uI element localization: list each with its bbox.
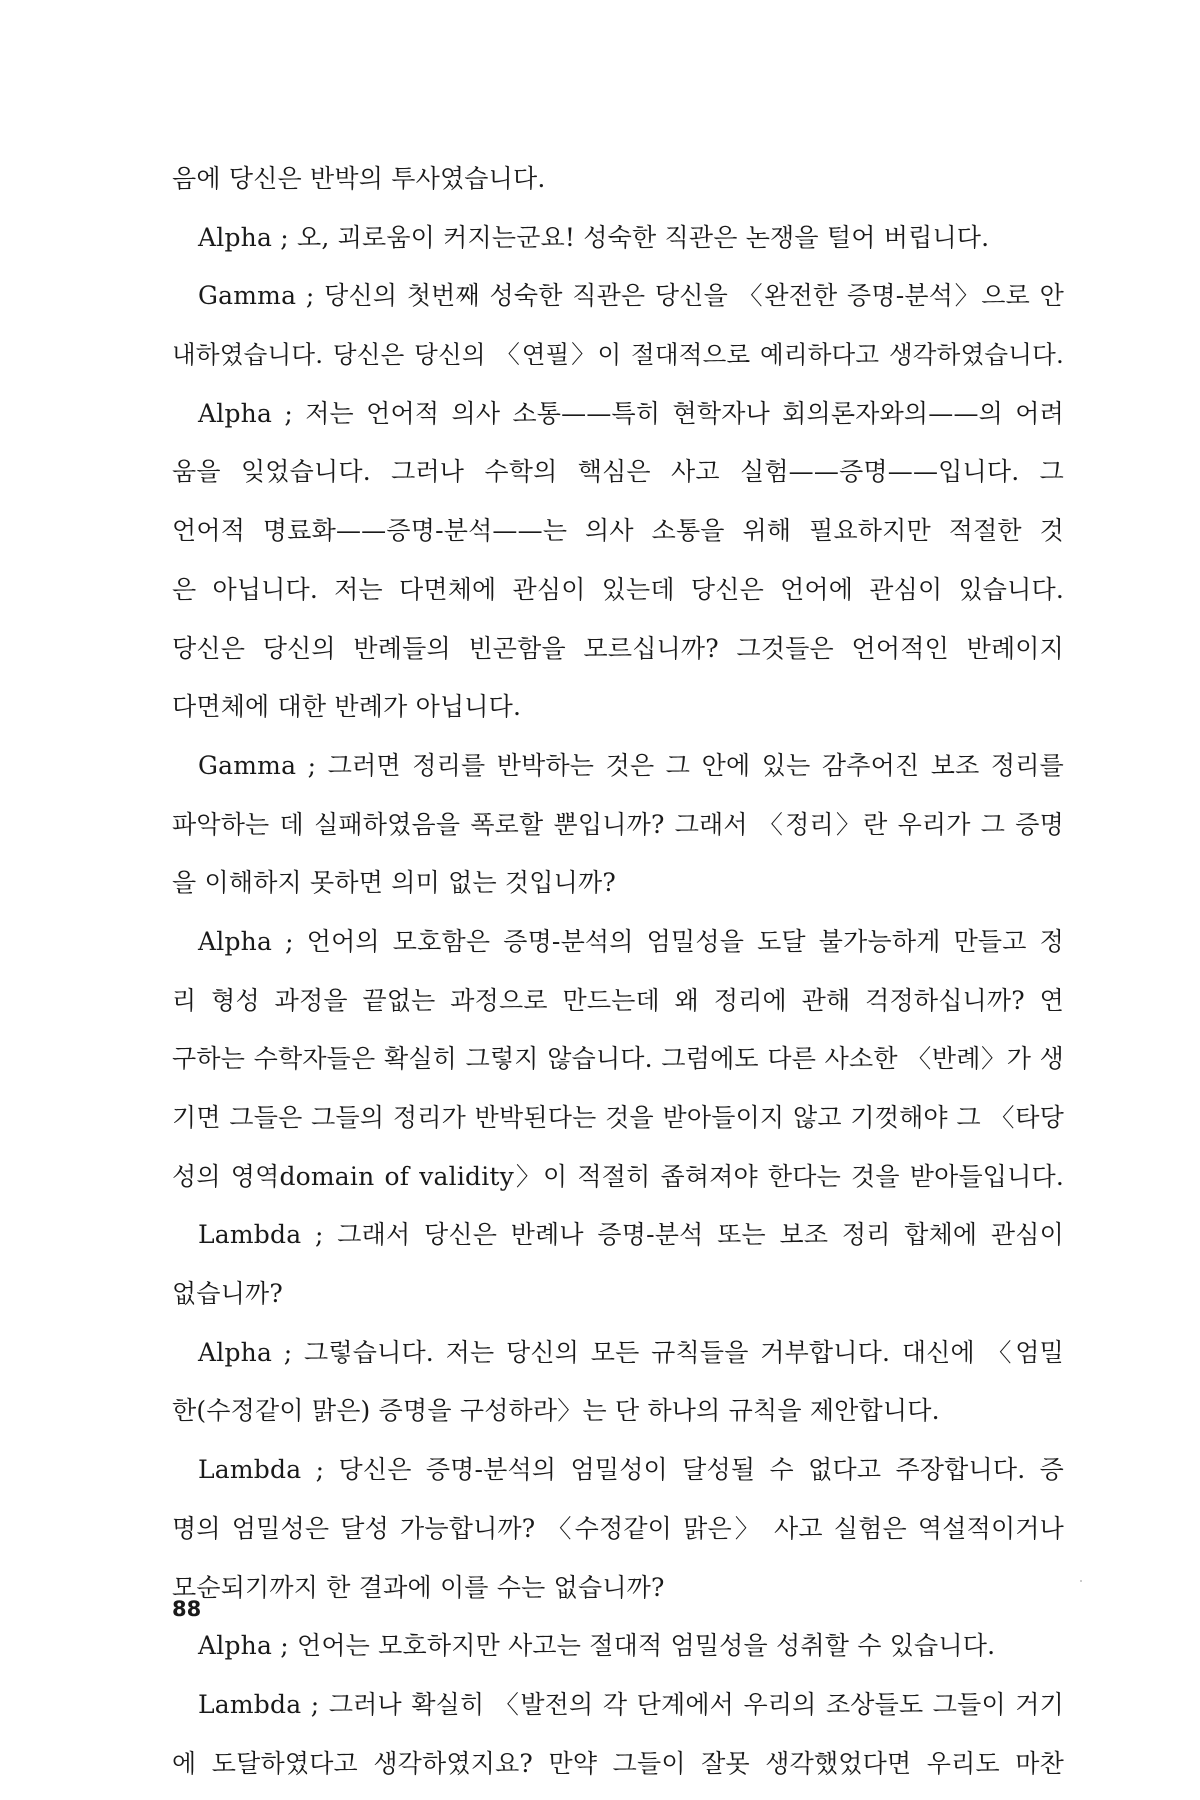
- text-line: 한(수정같이 맑은) 증명을 구성하라〉는 단 하나의 규칙을 제안합니다.: [172, 1396, 940, 1426]
- text-line: Gamma ; 당신의 첫번째 성숙한 직관은 당신을 〈완전한 증명-분석〉으로 안: [198, 281, 1064, 311]
- text-line: 기면 그들은 그들의 정리가 반박된다는 것을 받아들이지 않고 기껏해야 그 〈타당: [172, 1103, 1064, 1132]
- text-line: 을 이해하지 못하면 의미 없는 것입니까?: [172, 868, 616, 898]
- text-line: 당신은 당신의 반례들의 빈곤함을 모르십니까? 그것들은 언어적인 반례이지: [172, 633, 1064, 663]
- text-line: Gamma ; 그러면 정리를 반박하는 것은 그 안에 있는 감추어진 보조 정리를: [198, 750, 1064, 780]
- text-line: 리 형성 과정을 끝없는 과정으로 만드는데 왜 정리에 관해 걱정하십니까? 연: [172, 985, 1064, 1015]
- text-line: 언어적 명료화——증명-분석——는 의사 소통을 위해 필요하지만 적절한 것: [172, 516, 1064, 546]
- text-line: Alpha ; 언어의 모호함은 증명-분석의 엄밀성을 도달 불가능하게 만들고 정: [198, 926, 1064, 956]
- text-line: 명의 엄밀성은 달성 가능합니까? 〈수정같이 맑은〉 사고 실험은 역설적이거나: [172, 1513, 1064, 1543]
- text-line: Alpha ; 언어는 모호하지만 사고는 절대적 엄밀성을 성취할 수 있습니다.: [198, 1631, 996, 1661]
- text-line: Alpha ; 그렇습니다. 저는 당신의 모든 규칙들을 거부합니다. 대신에 〈엄밀: [198, 1337, 1064, 1367]
- text-line: 구하는 수학자들은 확실히 그렇지 않습니다. 그럼에도 다른 사소한 〈반례〉가 생: [172, 1044, 1064, 1074]
- text-line: 움을 잊었습니다. 그러나 수학의 핵심은 사고 실험——증명——입니다. 그: [172, 457, 1064, 487]
- page-number: 88: [172, 1597, 202, 1621]
- text-line: 성의 영역domain of validity〉이 적절히 좁혀져야 한다는 것을 받아들입니다.: [172, 1161, 1064, 1191]
- scan-speck: [1080, 1580, 1082, 1582]
- text-line: 모순되기까지 한 결과에 이를 수는 없습니까?: [172, 1572, 665, 1602]
- text-line: Lambda ; 당신은 증명-분석의 엄밀성이 달성될 수 없다고 주장합니다. 증: [198, 1455, 1064, 1485]
- text-line: 없습니까?: [172, 1279, 284, 1309]
- text-line: Alpha ; 오, 괴로움이 커지는군요! 성숙한 직관은 논쟁을 털어 버립니다.: [198, 222, 990, 252]
- text-line: Alpha ; 저는 언어적 의사 소통——특히 현학자나 회의론자와의——의 어려: [198, 398, 1064, 428]
- body-text: [172, 150, 1064, 1793]
- text-line: Lambda ; 그래서 당신은 반례나 증명-분석 또는 보조 정리 합체에 관심이: [198, 1220, 1064, 1250]
- text-line: Lambda ; 그러나 확실히 〈발전의 각 단계에서 우리의 조상들도 그들이 거기: [198, 1689, 1064, 1719]
- text-line: 음에 당신은 반박의 투사였습니다.: [172, 164, 546, 193]
- text-line: 에 도달하였다고 생각하였지요? 만약 그들이 잘못 생각했었다면 우리도 마찬: [172, 1748, 1064, 1778]
- text-line: 파악하는 데 실패하였음을 폭로할 뿐입니까? 그래서 〈정리〉란 우리가 그 증명: [172, 809, 1064, 839]
- text-line: 은 아닙니다. 저는 다면체에 관심이 있는데 당신은 언어에 관심이 있습니다.: [172, 574, 1064, 604]
- text-line: 내하였습니다. 당신은 당신의 〈연필〉이 절대적으로 예리하다고 생각하였습니다.: [172, 340, 1064, 370]
- text-line: 다면체에 대한 반례가 아닙니다.: [172, 692, 522, 722]
